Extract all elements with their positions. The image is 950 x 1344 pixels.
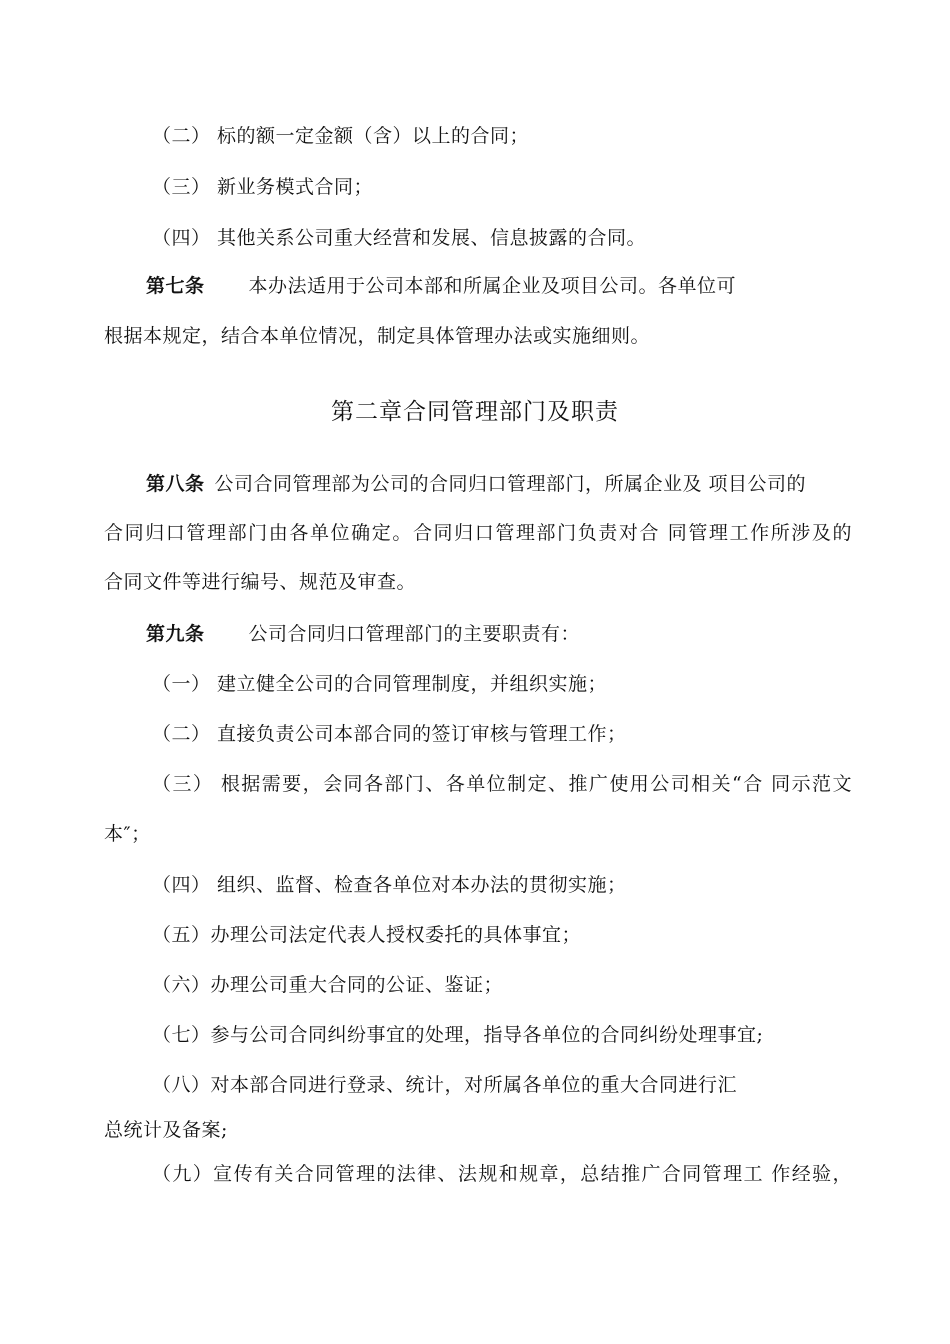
article-9-intro: 公司合同归口管理部门的主要职责有： — [248, 623, 581, 645]
item-2-top: （二） 标的额一定金额（含）以上的合同； — [152, 125, 530, 147]
duty-item-3: （三） 根据需要，会同各部门、各单位制定、推广使用公司相关“合 同示范文 — [152, 773, 852, 795]
duty-item-3-cont: 本″； — [104, 823, 151, 845]
article-8-text-1: 公司合同管理部为公司的合同归口管理部门，所属企业及 项目公司的 — [214, 473, 807, 495]
duty-item-1: （一） 建立健全公司的合同管理制度，并组织实施； — [152, 673, 608, 695]
article-8-label: 第八条 — [146, 473, 205, 495]
article-7-text-1: 本办法适用于公司本部和所属企业及项目公司。各单位可 — [248, 275, 737, 297]
duty-item-6: （六）办理公司重大合同的公证、鉴证； — [152, 974, 504, 996]
item-3-top: （三） 新业务模式合同； — [152, 176, 374, 198]
article-7-line-2: 根据本规定，结合本单位情况，制定具体管理办法或实施细则。 — [104, 325, 651, 347]
article-7-label: 第七条 — [146, 275, 205, 297]
duty-item-8: （八）对本部合同进行登录、统计，对所属各单位的重大合同进行汇 — [152, 1074, 738, 1096]
duty-item-5: （五）办理公司法定代表人授权委托的具体事宜； — [152, 924, 582, 946]
item-4-top: （四） 其他关系公司重大经营和发展、信息披露的合同。 — [152, 227, 647, 249]
duty-item-9: （九）宣传有关合同管理的法律、法规和规章，总结推广合同管理工 作经验， — [152, 1163, 852, 1185]
duty-item-7: （七）参与公司合同纠纷事宜的处理，指导各单位的合同纠纷处理事宜; — [152, 1024, 764, 1046]
duty-item-8-cont: 总统计及备案; — [104, 1119, 228, 1141]
article-7-line-1 — [146, 274, 736, 298]
article-9-intro-line — [146, 622, 580, 646]
article-9-label: 第九条 — [146, 623, 205, 645]
chapter-title: 第二章合同管理部门及职责 — [331, 399, 619, 425]
article-8-line-3: 合同文件等进行编号、规范及审查。 — [104, 571, 417, 593]
article-8-line-2: 合同归口管理部门由各单位确定。合同归口管理部门负责对合 同管理工作所涉及的 — [104, 522, 852, 544]
duty-item-4: （四） 组织、监督、检查各单位对本办法的贯彻实施； — [152, 874, 627, 896]
article-8-line-1 — [146, 472, 806, 496]
duty-item-2: （二） 直接负责公司本部合同的签订审核与管理工作； — [152, 723, 627, 745]
